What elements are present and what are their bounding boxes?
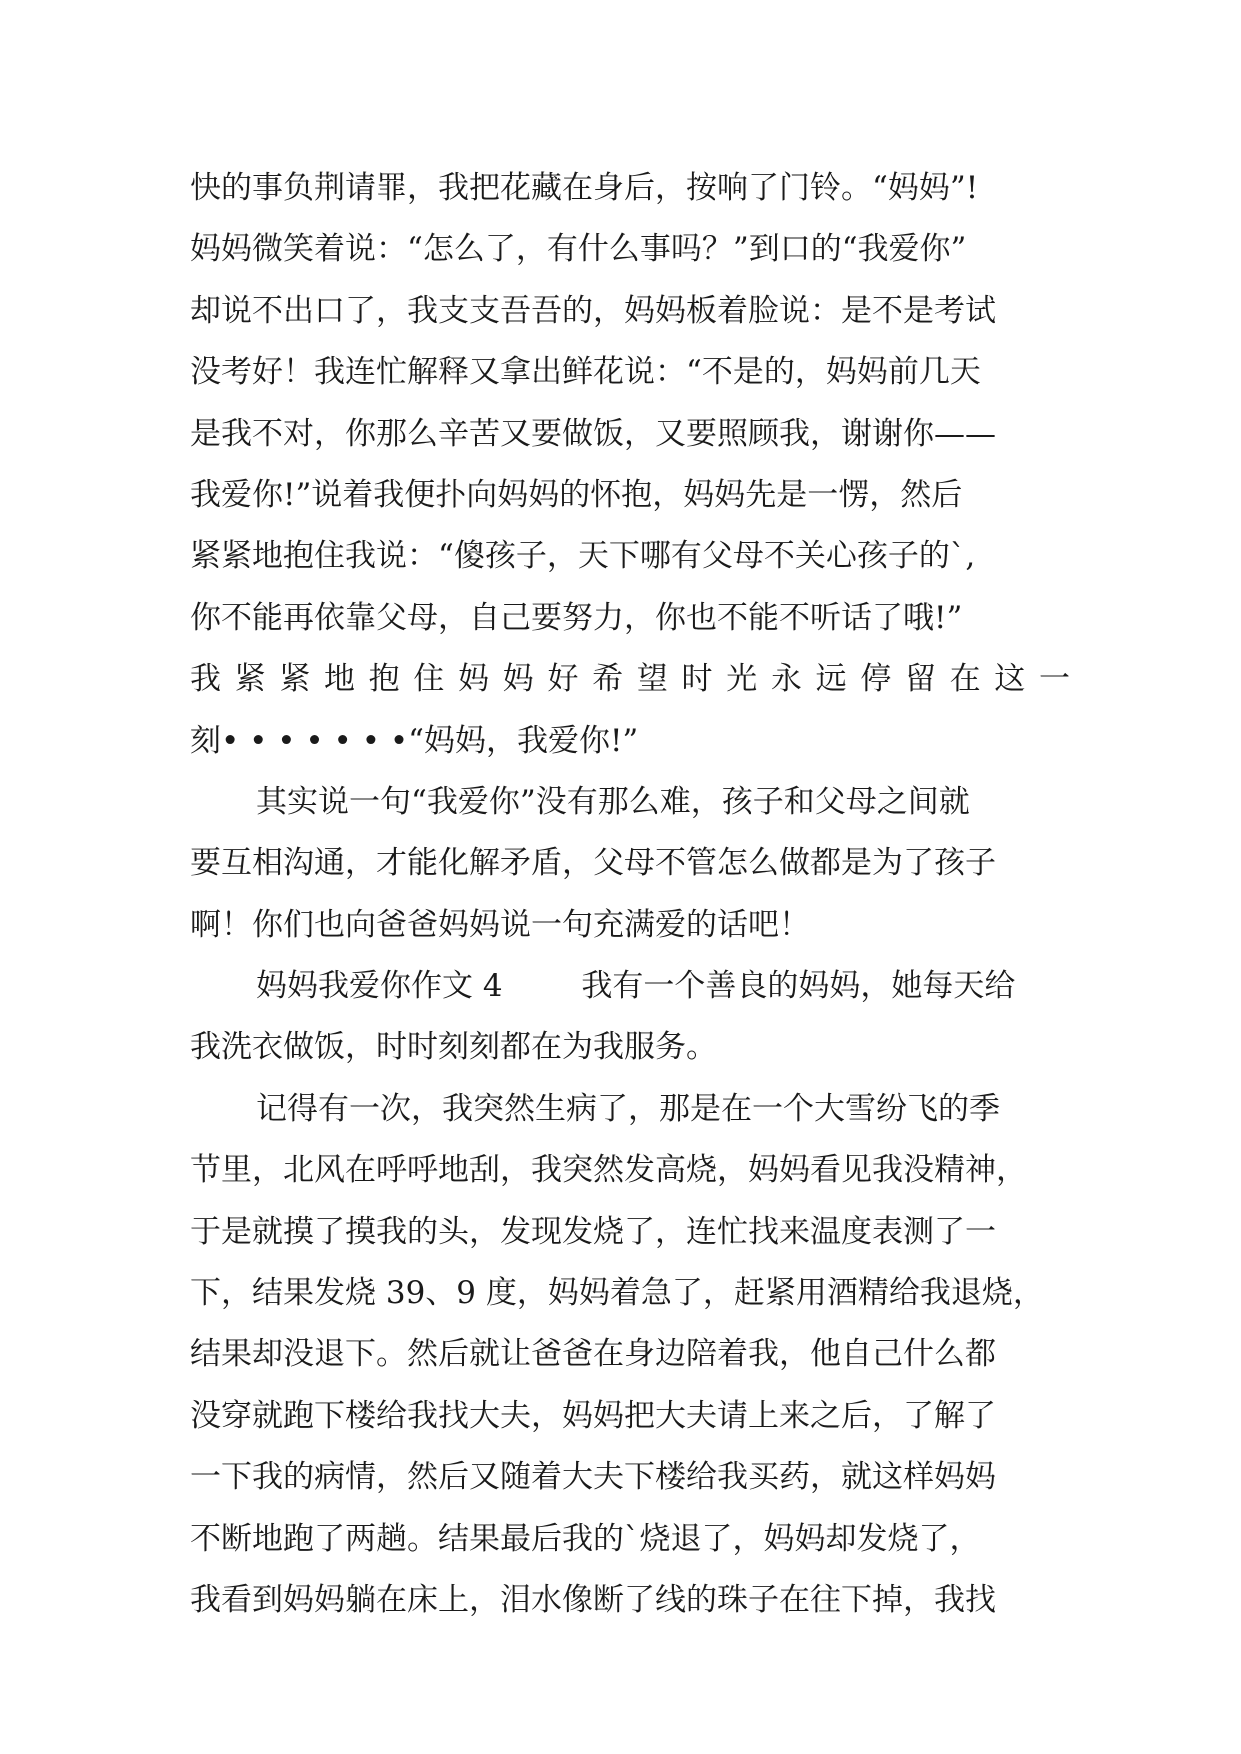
- text-line: 快的事负荆请罪，我把花藏在身后，按响了门铃。“妈妈”!: [190, 170, 979, 206]
- text-line: 结果却没退下。然后就让爸爸在身边陪着我，他自己什么都: [190, 1336, 996, 1373]
- text-line-spaced: 我 紧 紧 地 抱 住 妈 妈 好 希 望 时 光 永 远 停 留 在 这 一: [190, 661, 1070, 698]
- paragraph-start-line: 记得有一次，我突然生病了，那是在一个大雪纷飞的季: [256, 1090, 1000, 1127]
- text-line: 我爱你!”说着我便扑向妈妈的怀抱，妈妈先是一愣，然后: [190, 476, 963, 513]
- text-line: 下，结果发烧 39、9 度，妈妈着急了，赶紧用酒精给我退烧，: [190, 1275, 1044, 1312]
- text-line: 紧紧地抱住我说：“傻孩子，天下哪有父母不关心孩子的`,: [190, 538, 976, 575]
- text-line: 我洗衣做饭，时时刻刻都在为我服务。: [190, 1029, 717, 1066]
- text-line: 一下我的病情，然后又随着大夫下楼给我买药，就这样妈妈: [190, 1459, 996, 1496]
- text-line: 我看到妈妈躺在床上，泪水像断了线的珠子在往下掉，我找: [190, 1581, 996, 1618]
- paragraph-start-line: 其实说一句“我爱你”没有那么难，孩子和父母之间就: [256, 783, 970, 820]
- section-heading-line: 妈妈我爱你作文 4 我有一个善良的妈妈，她每天给: [256, 968, 1016, 1005]
- text-line: 要互相沟通，才能化解矛盾，父母不管怎么做都是为了孩子: [190, 845, 996, 882]
- text-line: 是我不对，你那么辛苦又要做饭，又要照顾我，谢谢你——: [190, 415, 996, 452]
- text-line: 刻• • • • • • •“妈妈，我爱你!”: [190, 722, 639, 759]
- text-line: 于是就摸了摸我的头，发现发烧了，连忙找来温度表测了一: [190, 1213, 996, 1250]
- text-line: 节里，北风在呼呼地刮，我突然发高烧，妈妈看见我没精神，: [190, 1152, 1027, 1189]
- text-line: 没穿就跑下楼给我找大夫，妈妈把大夫请上来之后，了解了: [190, 1397, 996, 1434]
- text-line: 啊！你们也向爸爸妈妈说一句充满爱的话吧！: [190, 906, 810, 943]
- text-line: 妈妈微笑着说：“怎么了，有什么事吗？”到口的“我爱你”: [190, 231, 967, 268]
- text-line: 却说不出口了，我支支吾吾的，妈妈板着脸说：是不是考试: [190, 292, 996, 329]
- text-line: 没考好！我连忙解释又拿出鲜花说：“不是的，妈妈前几天: [190, 354, 981, 391]
- text-line: 不断地跑了两趟。结果最后我的`烧退了，妈妈却发烧了，: [190, 1520, 981, 1557]
- text-line: 你不能再依靠父母，自己要努力，你也不能不听话了哦!”: [190, 599, 963, 636]
- essay-body: [190, 158, 1070, 1631]
